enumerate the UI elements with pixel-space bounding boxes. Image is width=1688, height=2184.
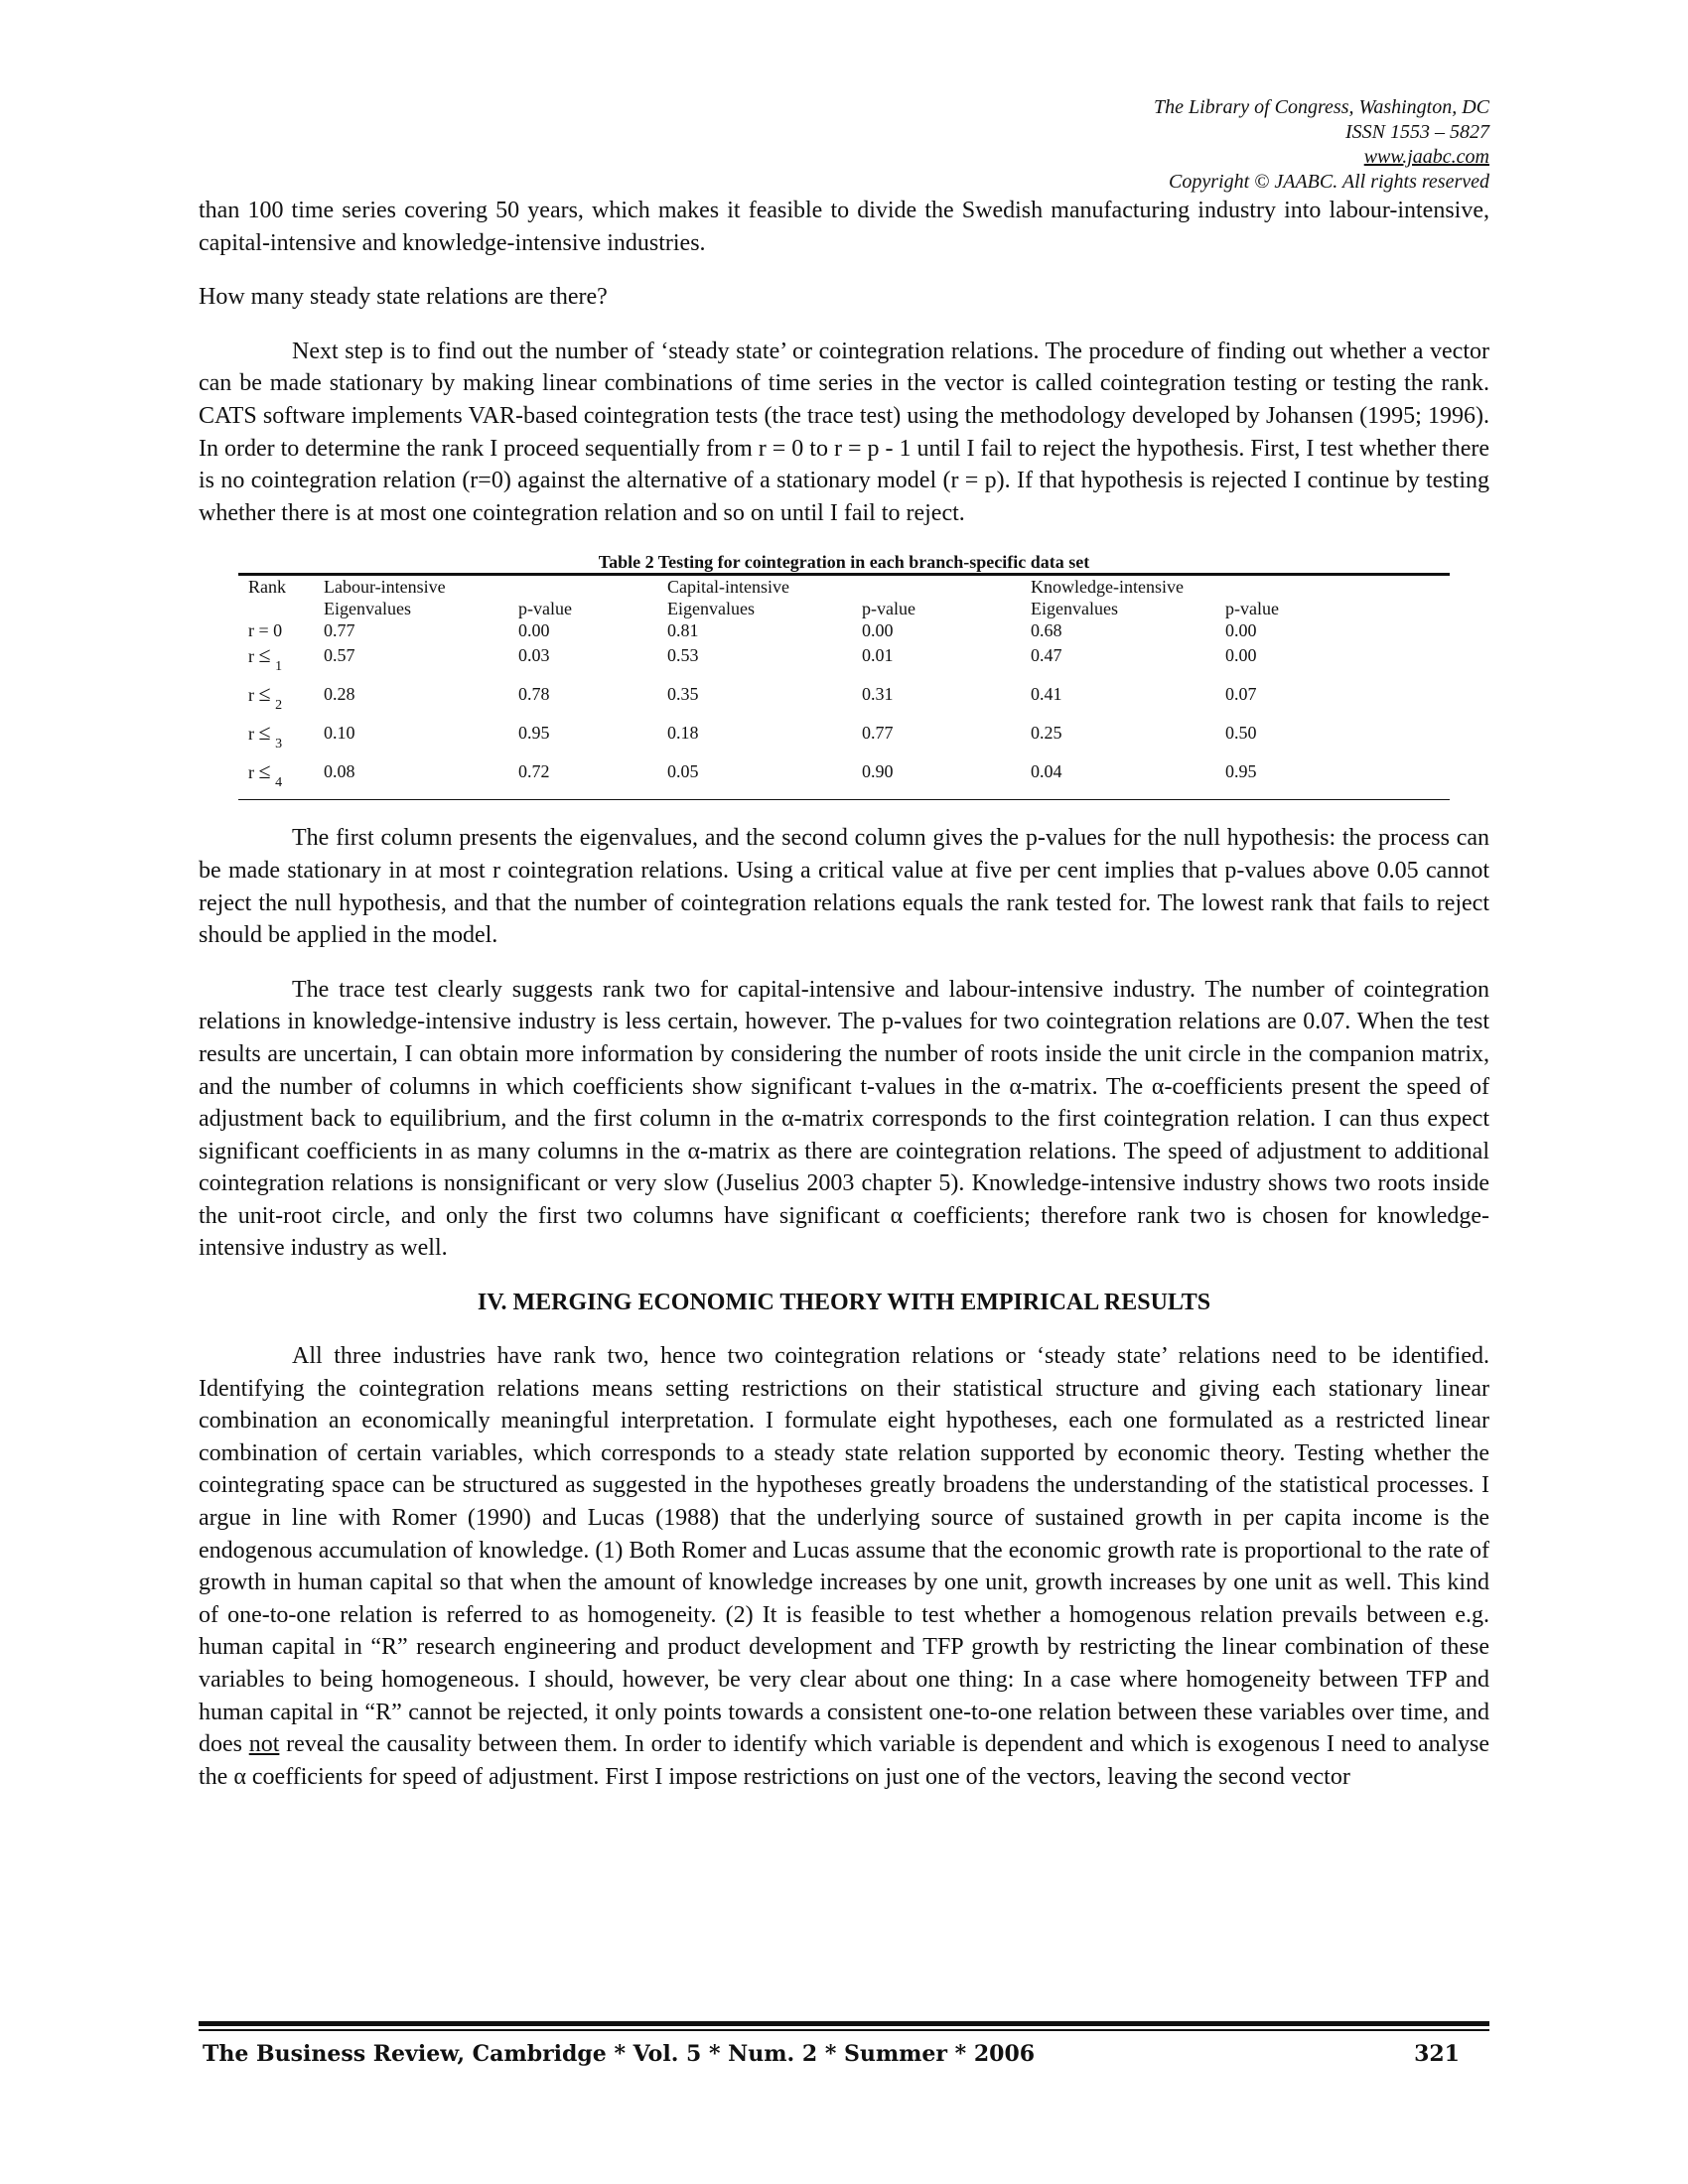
cell-value: 0.95 (1225, 761, 1257, 782)
cell-value: 0.05 (667, 761, 699, 782)
cell-value: 0.00 (1225, 645, 1257, 666)
cell-value: 0.00 (518, 620, 550, 641)
cell-value: 0.53 (667, 645, 699, 666)
rank-cell: r ≤ $_3$ (248, 720, 283, 752)
subheader-eigen-knowledge: Eigenvalues (1031, 599, 1118, 619)
cell-value: 0.00 (862, 620, 894, 641)
subheader-p-capital: p-value (862, 599, 915, 619)
leq-symbol: ≤ (258, 642, 271, 668)
page-number: 321 (1414, 2041, 1460, 2067)
header-line-copyright: Copyright © JAABC. All rights reserved (1169, 171, 1489, 193)
cell-value: 0.72 (518, 761, 550, 782)
subheader-p-knowledge: p-value (1225, 599, 1279, 619)
header-line-library: The Library of Congress, Washington, DC (1153, 96, 1489, 118)
rank-cell: r ≤ $_1$ (248, 642, 283, 675)
table-row (238, 644, 1450, 683)
table-row (238, 722, 1450, 760)
cell-value: 0.81 (667, 620, 699, 641)
subheader-eigen-labour: Eigenvalues (324, 599, 411, 619)
cell-value: 0.10 (324, 723, 355, 744)
rank-cell: r ≤ $_4$ (248, 758, 283, 791)
underlined-word: not (248, 1731, 280, 1758)
leq-symbol: ≤ (258, 720, 271, 746)
cell-value: 0.95 (518, 723, 550, 744)
leq-symbol: ≤ (258, 758, 271, 784)
table-row (238, 683, 1450, 722)
cell-value: 0.57 (324, 645, 355, 666)
cell-value: 0.77 (324, 620, 355, 641)
paragraph-next-step: Next step is to find out the number of ‘steady state’ or cointegration relations. The procedure of finding out whether a vector can be made stationary by making linear combinations of time series in the vector is called cointegration testing or testing the rank. CATS software implements VAR-based cointegration tests (the trace test) using the methodology developed by Johansen (1995; 1996). In order to determine the rank I proceed sequentially from r = 0 to r = p - 1 until I fail to reject the hypothesis. First, I test whether there is no cointegration relation (r=0) against the alternative of a stationary model (r = p). If that hypothesis is rejected I continue by testing whether there is at most one cointegration relation and so on until I fail to reject. (199, 338, 1490, 526)
subheader-p-labour: p-value (518, 599, 572, 619)
cell-value: 0.35 (667, 684, 699, 705)
cell-value: 0.90 (862, 761, 894, 782)
cell-value: 0.04 (1031, 761, 1062, 782)
cointegration-table (238, 573, 1450, 800)
table-caption: Table 2 Testing for cointegration in each branch-specific data set (598, 552, 1090, 573)
cell-value: 0.01 (862, 645, 894, 666)
page-footer (199, 2021, 1489, 2067)
group-header-labour: Labour-intensive (324, 577, 446, 598)
table-subheader-row (238, 598, 1450, 619)
paragraph-first-column: The first column presents the eigenvalues, and the second column gives the p-values for the null hypothesis: the process can be made stationary in at most r cointegration relations. Using a critical value at five per cent implies that p-values above 0.05 cannot reject the null hypothesis, and that the number of cointegration relations equals the rank tested for. The lowest rank that fails to reject should be applied in the model. (199, 825, 1489, 949)
paragraph-trace-test: The trace test clearly suggests rank two for capital-intensive and labour-intensive industry. The number of cointegration relations in knowledge-intensive industry is less certain, however. The p-values for two cointegration relations are 0.07. When the test results are uncertain, I can obtain more information by considering the number of roots inside the unit circle in the companion matrix, and the number of columns in which coefficients show significant t-values in the α-matrix. The α-coefficients present the speed of adjustment back to equilibrium, and the first column in the α-matrix corresponds to the first cointegration relation. I can thus expect significant coefficients in as many columns in the α-matrix as there are cointegration relations. The speed of adjustment to additional cointegration relations is nonsignificant or very slow (Juselius 2003 chapter 5). Knowledge-intensive industry shows two roots inside the unit-root circle, and only the first two columns have significant α coefficients; therefore rank two is chosen for knowledge-intensive industry as well. (199, 976, 1489, 1262)
cell-value: 0.50 (1225, 723, 1257, 744)
cell-value: 0.03 (518, 645, 550, 666)
cell-value: 0.41 (1031, 684, 1062, 705)
footer-rule (199, 2021, 1489, 2026)
subheading-question: How many steady state relations are there? (199, 284, 608, 311)
cell-value: 0.31 (862, 684, 894, 705)
group-header-knowledge: Knowledge-intensive (1031, 577, 1184, 598)
rank-cell: r ≤ $_2$ (248, 681, 283, 714)
header-line-issn: ISSN 1553 – 5827 (1345, 121, 1489, 143)
rank-cell: r = 0 (248, 620, 283, 641)
table-row (238, 760, 1450, 800)
cell-value: 0.25 (1031, 723, 1062, 744)
subheader-eigen-capital: Eigenvalues (667, 599, 755, 619)
section-title: IV. MERGING ECONOMIC THEORY WITH EMPIRICAL RESULTS (477, 1290, 1211, 1316)
cell-value: 0.18 (667, 723, 699, 744)
cell-value: 0.77 (862, 723, 894, 744)
cell-value: 0.07 (1225, 684, 1257, 705)
cell-value: 0.68 (1031, 620, 1062, 641)
journal-header (199, 95, 1489, 195)
table-group-header-row (238, 576, 1450, 598)
cell-value: 0.08 (324, 761, 355, 782)
footer-rule-thin (199, 2029, 1489, 2031)
cell-value: 0.28 (324, 684, 355, 705)
leq-symbol: ≤ (258, 681, 271, 707)
page-content (199, 95, 1489, 1793)
footer-journal: The Business Review, Cambridge * Vol. 5 * Num. 2 * Summer * 2006 (203, 2041, 1036, 2067)
group-header-capital: Capital-intensive (667, 577, 789, 598)
cell-value: 0.00 (1225, 620, 1257, 641)
cell-value: 0.47 (1031, 645, 1062, 666)
cell-value: 0.78 (518, 684, 550, 705)
paragraph-rank-two: All three industries have rank two, hence two cointegration relations or ‘steady state’ relations need to be identified. Identifying the cointegration relations means setting restrictions on their statistical structure and giving each stationary linear combination an economically meaningful interpretation. I formulate eight hypotheses, each one formulated as a restricted linear combination of certain variables, which corresponds to a steady state relation supported by economic theory. Testing whether the cointegrating space can be structured as suggested in the hypotheses greatly broadens the understanding of the statistical processes. I argue in line with Romer (1990) and Lucas (1988) that the underlying source of sustained growth in per capita income is the endogenous accumulation of knowledge. (1) Both Romer and Lucas assume that the economic growth rate is proportional to the rate of growth in human capital so that when the amount of knowledge increases by one unit, growth increases by one unit as well. This kind of one-to-one relation is referred to as homogeneity. (2) It is feasible to test whether a homogenous relation prevails between e.g. human capital in “R” research engineering and product development and TFP growth by restricting the linear combination of these variables to being homogeneous. I should, however, be very clear about one thing: In a case where homogeneity between TFP and human capital in “R” cannot be rejected, it only points towards a consistent one-to-one relation between these variables over time, and does not reveal the causality between them. In order to identify which variable is dependent and which is exogenous I need to analyse the α coefficients for speed of adjustment. First I impose restrictions on just one of the vectors, leaving the second vector (199, 1343, 1489, 1790)
rank-header: Rank (248, 577, 286, 598)
header-url-link[interactable]: www.jaabc.com (1363, 146, 1489, 168)
paragraph-continuation: than 100 time series covering 50 years, which makes it feasible to divide the Swedish manufacturing industry into labour-intensive, capital-intensive and knowledge-intensive industries. (199, 198, 1489, 256)
table-row (238, 619, 1450, 644)
